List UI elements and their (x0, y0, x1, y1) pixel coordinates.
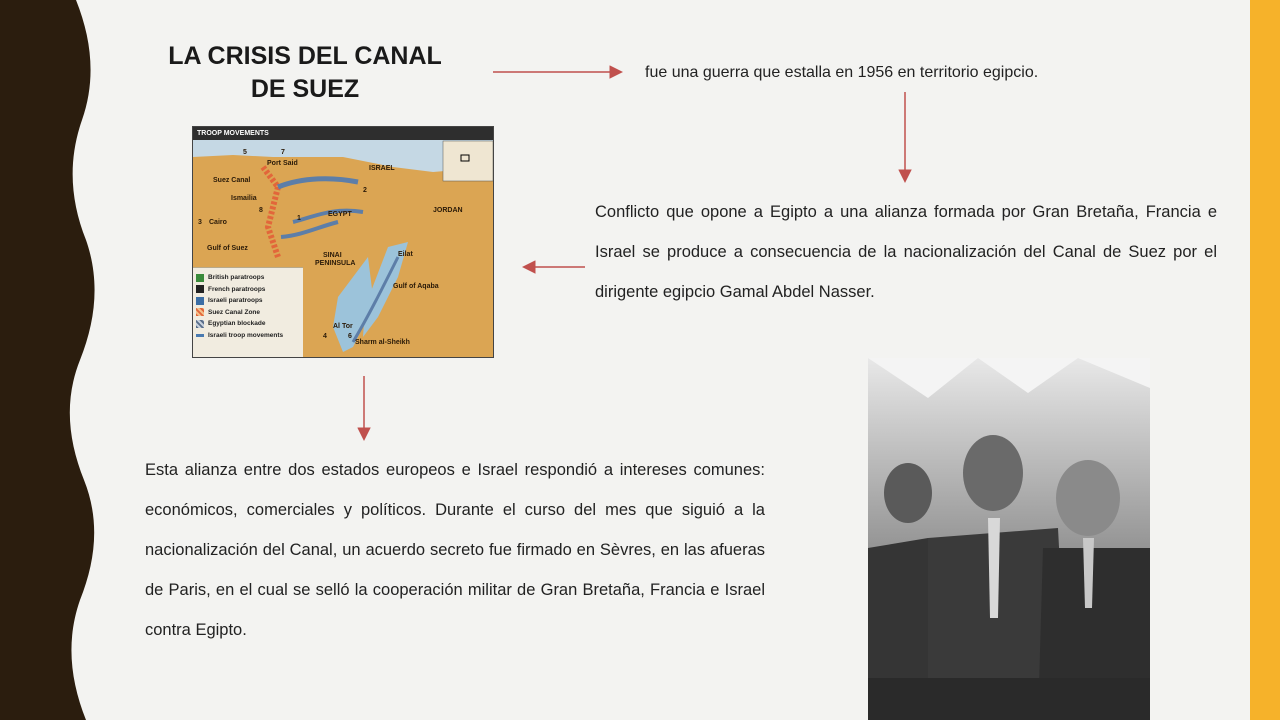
british-paratroops-swatch (196, 274, 204, 282)
map-marker-8: 8 (259, 207, 263, 214)
map-marker-5: 5 (243, 149, 247, 156)
map-marker-6: 6 (348, 333, 352, 340)
map-header: TROOP MOVEMENTS (193, 127, 493, 140)
map-label-ismailia: Ismailia (231, 195, 257, 202)
map-label-gulf-of-aqaba: Gulf of Aqaba (393, 283, 439, 290)
legend-item (196, 284, 300, 296)
legend-item (196, 272, 300, 284)
decorative-right-band (1250, 0, 1280, 720)
legend-item (196, 318, 300, 330)
decorative-wave-band (0, 0, 100, 720)
french-paratroops-swatch (196, 285, 204, 293)
legend-label: Israeli paratroops (208, 297, 263, 305)
legend-item (196, 307, 300, 319)
map-marker-3: 3 (198, 219, 202, 226)
suez-canal-zone-swatch (196, 308, 204, 316)
legend-label: British paratroops (208, 274, 265, 282)
legend-label: French paratroops (208, 285, 266, 293)
map-label-suez-canal: Suez Canal (213, 177, 251, 184)
troop-movement-arrow-icon (196, 334, 204, 337)
map-label-eilat: Eilat (398, 251, 413, 258)
alliance-paragraph: Esta alianza entre dos estados europeos e Israel respondió a intereses comunes: económicos, comerciales y políticos. Durante el curso del mes que siguió a la nacionalización del Canal, un acuerdo secreto fue firmado en Sèvres, en las afueras de Paris, en el cual se selló la cooperación militar de Gran Bretaña, Francia e Israel contra Egipto. (145, 461, 765, 639)
israeli-paratroops-swatch (196, 297, 204, 305)
map-label-israel: ISRAEL (369, 165, 395, 172)
map-label-port-said: Port Said (267, 160, 298, 167)
legend-label: Suez Canal Zone (208, 308, 261, 316)
legend-label: Israeli troop movements (208, 331, 284, 339)
map-marker-2: 2 (363, 187, 367, 194)
map-label-egypt: EGYPT (328, 211, 352, 218)
photo-placeholder (868, 358, 1150, 720)
map-marker-7: 7 (281, 149, 285, 156)
map-label-sinai: SINAI (323, 252, 342, 259)
map-label-peninsula: PENINSULA (315, 260, 356, 267)
intro-text: fue una guerra que estalla en 1956 en territorio egipcio. (645, 64, 1039, 81)
map-label-sharm: Sharm al-Sheikh (355, 339, 410, 346)
egyptian-blockade-swatch (196, 320, 204, 328)
slide-title: LA CRISIS DEL CANAL DE SUEZ (168, 42, 442, 103)
map-label-jordan: JORDAN (433, 207, 463, 214)
legend-label: Egyptian blockade (208, 320, 266, 328)
historical-photo (868, 358, 1150, 720)
conflict-paragraph: Conflicto que opone a Egipto a una alianza formada por Gran Bretaña, Francia e Israel se produce a consecuencia de la nacionalización del Canal de Suez por el dirigente egipcio Gamal Abdel Nasser. (595, 203, 1217, 301)
suez-troop-movements-map (192, 126, 494, 358)
map-label-gulf-of-suez: Gulf of Suez (207, 245, 248, 252)
map-legend (193, 267, 303, 357)
map-label-al-tor: Al Tor (333, 323, 353, 330)
map-marker-4: 4 (323, 333, 327, 340)
legend-item (196, 330, 300, 342)
map-label-cairo: Cairo (209, 219, 227, 226)
map-marker-1: 1 (297, 215, 301, 222)
legend-item (196, 295, 300, 307)
